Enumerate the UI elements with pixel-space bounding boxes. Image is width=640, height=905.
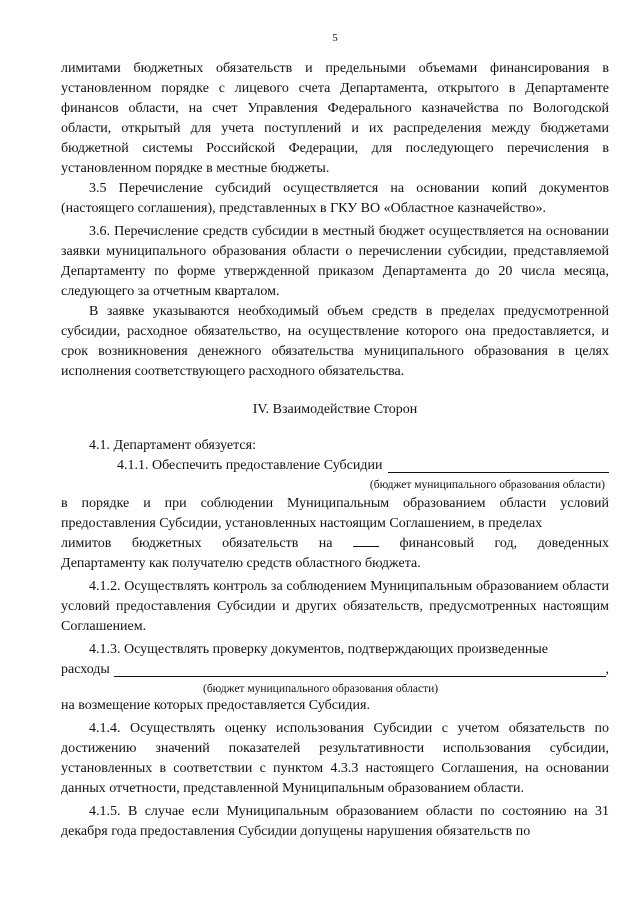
word: доведенных: [537, 536, 609, 551]
word: лимитов: [61, 536, 112, 551]
word: обязательств: [222, 536, 299, 551]
paragraph-4-1-1-end: Департаменту как получателю средств областного бюджета.: [61, 556, 421, 571]
paragraph-4-1-2: 4.1.2. Осуществлять контроль за соблюдением Муниципальным образованием области условий предоставления Субсидии и других обязательств, предусмотренных настоящим Соглашением.: [61, 579, 609, 634]
paragraph-4-1-3-line3: на возмещение которых предоставляется Субсидия.: [61, 698, 370, 713]
year-blank: [353, 534, 379, 547]
paragraph-4-1-1-label: 4.1.1. Обеспечить предоставление Субсидии: [117, 458, 383, 473]
paragraph-4-1-4: 4.1.4. Осуществлять оценку использования Субсидии с учетом обязательств по достижению значений показателей результативности использования субсидии, установленных в соответствии с пунктом 4.3.3 настоящего Соглашения, на основании данных отчетности, представленной Муниципальным образованием области.: [61, 721, 609, 796]
word: финансовый: [399, 536, 474, 551]
blank-caption: (бюджет муниципального образования области): [369, 479, 605, 491]
fill-in-blank: [226, 661, 606, 677]
paragraph-3-5: 3.5 Перечисление субсидий осуществляется на основании копий документов (настоящего соглашения), представленных в ГКУ ВО «Областное казначейство».: [61, 181, 609, 216]
expenses-label: расходы: [61, 662, 110, 677]
comma: ,: [605, 662, 609, 677]
blank-caption: (бюджет муниципального образования области): [203, 683, 439, 695]
paragraph-application: В заявке указываются необходимый объем средств в пределах предусмотренной субсидии, расходное обязательство, на осуществление которого она предоставляется, и срок возникновения денежного обязательства муниципального образования в целях исполнения соответствующего расходного обязательства.: [61, 304, 609, 379]
document-body: [61, 59, 609, 842]
paragraph-3-6: 3.6. Перечисление средств субсидии в местный бюджет осуществляется на основании заявки муниципального образования области о перечислении субсидии, представляемой Департаменту по форме утвержденной приказом Департамента до 20 числа месяца, следующего за отчетным кварталом.: [61, 224, 609, 299]
word: год,: [494, 536, 518, 551]
paragraph-4-1-1-line: [61, 456, 609, 476]
paragraph-limits: лимитами бюджетных обязательств и предельными объемами финансирования в установленном порядке с лицевого счета Департамента, открытого в Департаменте финансов области, на счет Управления Федерального казначейства по Вологодской области, открытый для учета поступлений и их распределения между бюджетами бюджетной системы Российской Федерации, для последующего перечисления в установленном порядке в местные бюджеты.: [61, 61, 609, 176]
section-title: IV. Взаимодействие Сторон: [252, 402, 418, 417]
paragraph-4-1-3-line2: [61, 660, 609, 680]
page-number: 5: [332, 32, 338, 44]
word: бюджетных: [131, 536, 202, 551]
fill-in-blank: [388, 457, 610, 473]
paragraph-4-1: 4.1. Департамент обязуется:: [89, 438, 256, 453]
fill-in-blank: [114, 661, 226, 677]
paragraph-4-1-3-line1: 4.1.3. Осуществлять проверку документов, подтверждающих произведенные: [89, 642, 548, 657]
paragraph-4-1-5: 4.1.5. В случае если Муниципальным образованием области по состоянию на 31 декабря года предоставления Субсидии допущены нарушения обязательств по: [61, 804, 609, 839]
paragraph-4-1-1-body: в порядке и при соблюдении Муниципальным образованием области условий предоставления Субсидии, установленных настоящим Соглашением, в пределах: [61, 496, 609, 531]
paragraph-4-1-1-limits-line: [61, 534, 609, 554]
word: на: [318, 536, 333, 551]
